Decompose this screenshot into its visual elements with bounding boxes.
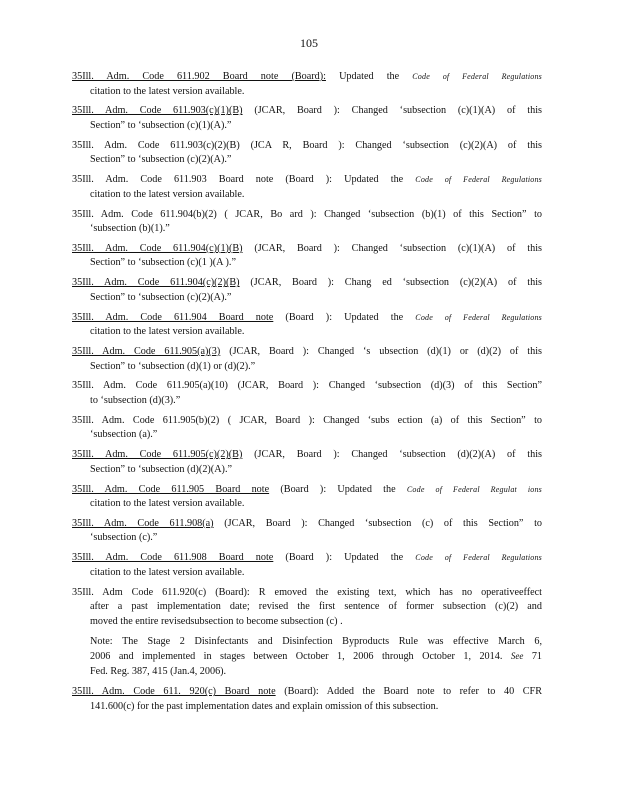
entry-line-1 [72, 483, 542, 498]
change-description: (JCAR, Board ): Changed ‘s ubsection (d)(1) or (d)(2) of this [229, 346, 542, 357]
change-description: (Board ): Updated the [285, 552, 404, 564]
entry-line-2: Section” to ‘subsection (c)(1 )(A ).” [90, 257, 236, 269]
change-description: (JCA R, Board ): Changed ‘subsection (c)(2)(A) of this [250, 139, 542, 151]
entry-line-1 [72, 70, 542, 85]
amendment-entry [72, 173, 542, 202]
amendment-entry [72, 551, 542, 580]
change-description: Updated the [339, 71, 400, 82]
entry-line-1 [72, 551, 542, 566]
citation: 35Ill. Adm. Code 611.905(c)(2)(B) [72, 449, 243, 461]
entry-line-2: Section” to ‘subsection (d)(1) or (d)(2).” [90, 360, 256, 372]
citation: 35Ill. Adm. Code 611.903(c)(2)(B) [72, 139, 240, 151]
cfr-title: Code of Federal Regulations [415, 312, 543, 322]
amendment-entry [72, 139, 542, 168]
entry-line-2: Section” to ‘subsection (d)(2)(A).” [90, 463, 233, 475]
entry-line-1 [72, 242, 542, 257]
amendment-entry [72, 104, 542, 133]
citation: 35Ill. Adm. Code 611.905 Board note [72, 483, 270, 495]
amendment-entry [72, 448, 542, 477]
amendment-entry [72, 414, 542, 443]
change-description: (Board ): Updated the [285, 311, 404, 323]
note-line-3: Fed. Reg. 387, 415 (Jan.4, 2006). [90, 665, 227, 677]
entry-line-2: citation to the latest version available. [90, 566, 245, 578]
entry-line-3: moved the entire revisedsubsection to become subsection (c) . [90, 615, 343, 627]
citation: 35Ill. Adm. Code 611.904(c)(1)(B) [72, 242, 243, 254]
note-volume: 71 [531, 651, 543, 663]
citation: 35Ill. Adm. Code 611.905(b)(2) [72, 414, 220, 426]
amendment-entry-920 [72, 586, 542, 630]
entry-line-1 [72, 208, 542, 223]
entry-line-2: citation to the latest version available. [90, 85, 245, 97]
entry-line-2: Section” to ‘subsection (c)(1)(A).” [90, 119, 232, 131]
entry-line-1 [72, 139, 542, 154]
change-description: Updated the [344, 174, 404, 186]
amendment-entry [72, 208, 542, 237]
amendment-entry [72, 483, 542, 512]
change-description: (Board): Added the Board note to refer to 40 CFR [284, 686, 543, 698]
entry-line-1 [72, 379, 542, 394]
change-description: (JCAR, Board ): Changed ‘subsection (d)(2)(A) of this [254, 449, 542, 461]
cfr-title: Code of Federal Regulations [415, 175, 543, 185]
entry-line-2: Section” to ‘subsection (c)(2)(A).” [90, 291, 232, 303]
note-paragraph [90, 635, 542, 680]
entry-line-1 [72, 517, 542, 532]
citation: 35Ill. Adm. Code 611.905(a)(3) [72, 346, 221, 357]
entry-line-2: ‘subsection (a).” [90, 429, 158, 441]
change-description: (JCAR, Board ): Changed ‘subsection (c)(1)(A) of this [254, 242, 542, 254]
note-line-2 [90, 649, 542, 665]
entry-line-1: 35Ill. Adm Code 611.920(c) (Board): R emoved the existing text, which has no operativeeffect [72, 586, 542, 598]
see-signal: See [510, 651, 524, 662]
entry-line-1 [72, 104, 542, 119]
entry-line-1 [72, 414, 542, 429]
entry-line-2: citation to the latest version available. [90, 498, 245, 510]
entry-line-1 [72, 345, 542, 360]
amendment-entry [72, 345, 542, 374]
citation: 35Ill. Adm. Code 611.902 Board note (Board): [72, 71, 326, 82]
change-description: (JCAR, Board ): Chang ed ‘subsection (c)(2)(A) of this [250, 277, 542, 289]
page-number: 105 [300, 36, 318, 50]
change-description: ( JCAR, Board ): Changed ‘subs ection (a) of this Section” to [227, 414, 543, 426]
entry-line-2: citation to the latest version available. [90, 326, 245, 338]
amendment-list [72, 70, 542, 720]
entry-line-2: after a past implementation date; revised the first sentence of former subsection (c)(2) and [90, 601, 542, 613]
amendment-entry [72, 242, 542, 271]
entry-line-2: citation to the latest version available. [90, 188, 245, 200]
citation: 35Ill. Adm. Code 611.903 Board note (Board ): [72, 174, 333, 186]
citation: 35Ill. Adm. Code 611.904 Board note [72, 311, 274, 323]
note-text: 2006 and implemented in stages between October 1, 2006 through October 1, 2014. [90, 651, 503, 663]
amendment-entry [72, 70, 542, 99]
citation: 35Ill. Adm. Code 611. 920(c) Board note [72, 686, 276, 698]
entry-line-2: Section” to ‘subsection (c)(2)(A).” [90, 154, 232, 166]
entry-line-1 [72, 448, 542, 463]
cfr-title: Code of Federal Regulations [415, 553, 543, 563]
entry-line-1 [72, 276, 542, 291]
citation: 35Ill. Adm. Code 611.904(b)(2) [72, 208, 217, 220]
amendment-entry [72, 379, 542, 408]
entry-line-2: to ‘subsection (d)(3).” [90, 394, 181, 406]
amendment-entry [72, 517, 542, 546]
amendment-entry [72, 276, 542, 305]
change-description: (Board ): Updated the [280, 483, 396, 495]
entry-line-2: 141.600(c) for the past implementation dates and explain omission of this subsection. [90, 700, 439, 712]
amendment-entry [72, 311, 542, 340]
entry-line-1 [72, 173, 542, 188]
citation: 35Ill. Adm. Code 611.903(c)(1)(B) [72, 105, 243, 117]
change-description: (JCAR, Board ): Changed ‘subsection (c) of this Section” to [224, 517, 542, 529]
cfr-title: Code of Federal Regulat ions [406, 484, 542, 494]
entry-line-1 [72, 685, 542, 700]
note-line-1: Note: The Stage 2 Disinfectants and Disinfection Byproducts Rule was effective March 6, [90, 635, 542, 647]
change-description: (JCAR, Board ): Changed ‘subsection (d)(3) of this Section” [237, 380, 542, 392]
change-description: (JCAR, Board ): Changed ‘subsection (c)(1)(A) of this [254, 105, 542, 117]
citation: 35Ill. Adm. Code 611.904(c)(2)(B) [72, 277, 240, 289]
entry-line-1 [72, 311, 542, 326]
citation: 35Ill. Adm. Code 611.908(a) [72, 517, 214, 529]
cfr-title: Code of Federal Regulations [412, 72, 542, 81]
entry-line-2: ‘subsection (c).” [90, 532, 158, 544]
entry-line-2: ‘subsection (b)(1).” [90, 223, 170, 235]
citation: 35Ill. Adm. Code 611.905(a)(10) [72, 380, 228, 392]
change-description: ( JCAR, Bo ard ): Changed ‘subsection (b)(1) of this Section” to [224, 208, 543, 220]
amendment-entry-last [72, 685, 542, 714]
citation: 35Ill. Adm. Code 611.908 Board note [72, 552, 274, 564]
